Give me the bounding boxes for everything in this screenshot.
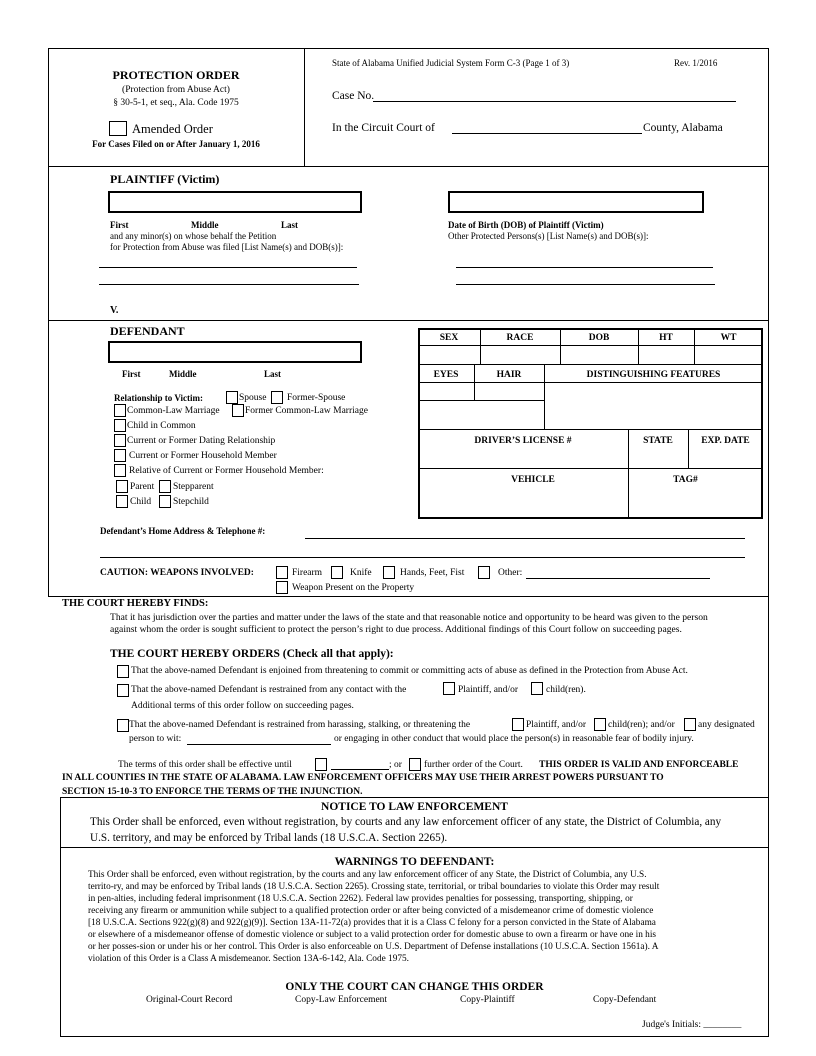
order3-conduct-text: or engaging in other conduct that would place the person(s) in reasonable fear of bodily injury.: [334, 734, 694, 744]
notice-heading: NOTICE TO LAW ENFORCEMENT: [321, 801, 508, 813]
desc-row-line-6: [418, 468, 763, 469]
notice-line1: This Order shall be enforced, even without registration, by courts and any law enforcement officer of any state, the District of Columbia, any: [90, 816, 722, 828]
warning-line: violation of this Order is a Class A misdemeanor. Section 13A-6-142, Ala. Code 1975.: [88, 954, 409, 964]
plaintiff-last-label: Last: [281, 220, 299, 230]
knife-label: Knife: [350, 568, 372, 578]
order3-children-label: child(ren); and/or: [608, 720, 675, 730]
vehicle-header: VEHICLE: [511, 475, 555, 485]
rel-parent-checkbox[interactable]: [116, 480, 128, 493]
home-address-field-2[interactable]: [100, 557, 745, 558]
dist-plaintiff: Copy-Plaintiff: [460, 995, 515, 1005]
judge-initials: Judge's Initials: ________: [642, 1020, 742, 1030]
other-protected-label: Other Protected Persons(s) [List Name(s) and DOB(s)]:: [448, 231, 649, 241]
form-subtitle: (Protection from Abuse Act): [122, 85, 230, 95]
warning-line: receiving any firearm or ammunition while subject to a qualified protection order or after being convicted of a misdemeanor crime of domestic violence: [88, 906, 654, 916]
warning-line: in pen-alties, including federal imprisonment (18 U.S.C.A. Section 2262). Federal law provides penalties for possessing, transporting, shipping, or: [88, 894, 633, 904]
rel-stepchild-checkbox[interactable]: [159, 495, 171, 508]
desc-row-line-5: [418, 429, 763, 430]
rel-dating-checkbox[interactable]: [114, 434, 126, 447]
terms-or: ; or: [389, 760, 402, 770]
rel-spouse-label: Spouse: [239, 393, 267, 403]
order1-checkbox[interactable]: [117, 665, 129, 678]
findings-heading: THE COURT HEREBY FINDS:: [62, 598, 209, 609]
rel-household-checkbox[interactable]: [114, 449, 126, 462]
form-title: PROTECTION ORDER: [112, 68, 240, 82]
other-weapon-label: Other:: [498, 568, 523, 578]
ht-header: HT: [659, 333, 673, 343]
minors-line2: for Protection from Abuse was filed [List Name(s) and DOB(s)]:: [110, 242, 344, 252]
versus-label: V.: [110, 305, 119, 316]
dist-defendant: Copy-Defendant: [593, 995, 657, 1005]
exp-date-header: EXP. DATE: [701, 436, 750, 446]
frame-bottom: [60, 1036, 769, 1037]
dist-law: Copy-Law Enforcement: [295, 995, 388, 1005]
rel-stepparent-label: Stepparent: [173, 482, 214, 492]
terms-text: The terms of this order shall be effective until: [118, 760, 292, 770]
rel-common-law-checkbox[interactable]: [114, 404, 126, 417]
defendant-last-label: Last: [264, 369, 282, 379]
minors-line1: and any minor(s) on whose behalf the Petition: [110, 231, 277, 241]
state-header: STATE: [643, 436, 673, 446]
rel-relative-label: Relative of Current or Former Household Member:: [129, 466, 324, 476]
desc-row-line-2: [418, 364, 763, 365]
order3-checkbox[interactable]: [117, 719, 129, 732]
rel-dating-label: Current or Former Dating Relationship: [127, 436, 276, 446]
frame-right: [768, 48, 769, 166]
rel-former-common-law-label: Former Common-Law Marriage: [245, 406, 368, 416]
knife-checkbox[interactable]: [331, 566, 343, 579]
header-divider: [304, 48, 305, 166]
rel-relative-checkbox[interactable]: [114, 464, 126, 477]
tag-header: TAG#: [673, 475, 698, 485]
rel-common-law-label: Common-Law Marriage: [127, 406, 220, 416]
order2-children-checkbox[interactable]: [531, 682, 543, 695]
other-weapon-field[interactable]: [526, 578, 710, 579]
desc-col-8: [688, 429, 689, 469]
case-no-label: Case No.: [332, 90, 375, 102]
firearm-checkbox[interactable]: [276, 566, 288, 579]
amended-checkbox[interactable]: [109, 121, 127, 136]
other-weapon-checkbox[interactable]: [478, 566, 490, 579]
wt-header: WT: [720, 333, 737, 343]
form-id: State of Alabama Unified Judicial System Form C-3 (Page 1 of 3): [332, 58, 570, 68]
hair-header: HAIR: [496, 370, 522, 380]
desc-row-line-1: [418, 345, 763, 346]
form-left: [48, 166, 49, 596]
terms-valid-text: THIS ORDER IS VALID AND ENFORCEABLE: [539, 760, 739, 770]
terms-counties-text: IN ALL COUNTIES IN THE STATE OF ALABAMA. LAW ENFORCEMENT OFFICERS MAY USE THEIR ARREST POWERS PURSUANT TO: [62, 773, 664, 783]
form-rev: Rev. 1/2016: [674, 58, 718, 68]
caution-label: CAUTION: WEAPONS INVOLVED:: [100, 568, 254, 578]
order2-note: Additional terms of this order follow on succeeding pages.: [131, 701, 354, 711]
plaintiff-dob-input[interactable]: [448, 191, 704, 213]
weapon-present-label: Weapon Present on the Property: [292, 583, 415, 593]
license-header: DRIVER’S LICENSE #: [474, 436, 572, 446]
order3-designated-checkbox[interactable]: [684, 718, 696, 731]
form-code: § 30-5-1, et seq., Ala. Code 1975: [113, 98, 239, 108]
order3-designated-label: any designated: [698, 720, 755, 730]
terms-date-field[interactable]: [331, 769, 389, 770]
circuit-court-label: In the Circuit Court of: [332, 122, 435, 134]
plaintiff-first-label: First: [110, 220, 129, 230]
hands-label: Hands, Feet, Fist: [400, 568, 465, 578]
order3-text: That the above-named Defendant is restrained from harassing, stalking, or threatening the: [129, 720, 471, 730]
case-no-field[interactable]: [373, 101, 736, 102]
minors-field-1[interactable]: [99, 267, 357, 268]
plaintiff-dob-label: Date of Birth (DOB) of Plaintiff (Victim): [448, 220, 604, 230]
terms-section-text: SECTION 15-10-3 TO ENFORCE THE TERMS OF THE INJUNCTION.: [62, 787, 363, 797]
home-address-field[interactable]: [305, 538, 745, 539]
rel-spouse-checkbox[interactable]: [226, 391, 238, 404]
header-bottom: [48, 166, 769, 167]
order3-plaintiff-label: Plaintiff, and/or: [526, 720, 586, 730]
notice-line2: U.S. territory, and may be enforced by Tribal lands (18 U.S.C.A. Section 2265).: [90, 832, 448, 844]
only-court-heading: ONLY THE COURT CAN CHANGE THIS ORDER: [285, 981, 544, 993]
defendant-middle-label: Middle: [169, 369, 197, 379]
plaintiff-middle-label: Middle: [191, 220, 219, 230]
orders-heading: THE COURT HEREBY ORDERS (Check all that apply):: [110, 648, 394, 660]
county-label: County, Alabama: [643, 122, 723, 134]
order1-text: That the above-named Defendant is enjoined from threatening to commit or committing acts of abuse as defined in the Protection from Abuse Act.: [131, 666, 688, 676]
section-line-4: [60, 847, 769, 848]
order2-plaintiff-checkbox[interactable]: [443, 682, 455, 695]
hands-checkbox[interactable]: [383, 566, 395, 579]
warning-line: [18 U.S.C.A. Sections 922(g)(8) and 922(g)(9)]. Section 13A-11-72(a) provides that it is a Class C felony for a person convicted in the State of Alabama: [88, 918, 656, 928]
warnings-heading: WARNINGS TO DEFENDANT:: [334, 856, 495, 868]
order2-children-label: child(ren).: [546, 685, 586, 695]
dob-header: DOB: [588, 333, 610, 343]
section-line-1: [48, 320, 769, 321]
order3-plaintiff-checkbox[interactable]: [512, 718, 524, 731]
home-address-label: Defendant’s Home Address & Telephone #:: [100, 526, 266, 536]
rel-former-spouse-label: Former-Spouse: [287, 393, 346, 403]
other-protected-field-1[interactable]: [456, 267, 713, 268]
rel-stepchild-label: Stepchild: [173, 497, 209, 507]
warning-line: This Order shall be enforced, even without registration, by the courts and any law enforcement officer of any State, the District of Columbia, any U.S.: [88, 870, 647, 880]
rel-child-label: Child: [130, 497, 152, 507]
section-line-2: [48, 596, 769, 597]
relationship-label: Relationship to Victim:: [114, 393, 203, 403]
terms-further-checkbox[interactable]: [409, 758, 421, 771]
order3-person-label: person to wit:: [129, 734, 182, 744]
order2-text: That the above-named Defendant is restrained from any contact with the: [131, 685, 407, 695]
eyes-header: EYES: [433, 370, 459, 380]
desc-row-line-3: [418, 382, 763, 383]
plaintiff-name-input[interactable]: [108, 191, 362, 213]
defendant-name-input[interactable]: [108, 341, 362, 363]
frame-top: [48, 48, 769, 49]
other-protected-field-2[interactable]: [456, 284, 715, 285]
defendant-first-label: First: [122, 369, 141, 379]
minors-field-2[interactable]: [99, 284, 359, 285]
order3-children-checkbox[interactable]: [594, 718, 606, 731]
order3-person-field[interactable]: [187, 744, 331, 745]
rel-former-spouse-checkbox[interactable]: [271, 391, 283, 404]
plaintiff-heading: PLAINTIFF (Victim): [110, 172, 220, 186]
dist-original: Original-Court Record: [146, 995, 233, 1005]
findings-text: That it has jurisdiction over the parties and matter under the laws of the state and that reasonable notice and opportunity to be heard was given to the person against whom the order is sought sufficient to protect the person’s right to due process. Additional findings of this Court follow on succeeding pages.: [110, 612, 708, 635]
bottom-left: [60, 797, 61, 1036]
warning-line: or elsewhere of a misdemeanor offense of domestic violence or subject to a valid protection order for domestic abuse to own a firearm or have one in his: [88, 930, 657, 940]
desc-row-line-4: [418, 400, 544, 401]
terms-date-checkbox[interactable]: [315, 758, 327, 771]
amended-label: Amended Order: [132, 122, 213, 136]
warning-line: territo-ry, and may be enforced by Tribal lands (18 U.S.C.A. Section 2265). Crossing state, territorial, or tribal boundaries to violate this Order may result: [88, 882, 660, 892]
rel-child-checkbox[interactable]: [116, 495, 128, 508]
cases-filed-note: For Cases Filed on or After January 1, 2016: [92, 139, 260, 149]
order2-checkbox[interactable]: [117, 684, 129, 697]
rel-household-label: Current or Former Household Member: [129, 451, 277, 461]
firearm-label: Firearm: [292, 568, 323, 578]
warning-line: or her posses-sion or under his or her control. This Order is also enforceable on U.S. Department of Defense installations (10 U.S.C.A. Section 1561a). A: [88, 942, 659, 952]
defendant-heading: DEFENDANT: [110, 324, 185, 338]
features-header: DISTINGUISHING FEATURES: [586, 370, 721, 380]
sex-header: SEX: [439, 333, 459, 343]
terms-further-label: further order of the Court.: [424, 760, 523, 770]
rel-parent-label: Parent: [130, 482, 155, 492]
rel-child-common-checkbox[interactable]: [114, 419, 126, 432]
race-header: RACE: [506, 333, 534, 343]
rel-former-common-law-checkbox[interactable]: [232, 404, 244, 417]
weapon-present-checkbox[interactable]: [276, 581, 288, 594]
county-field[interactable]: [452, 133, 642, 134]
form-right: [768, 166, 769, 1036]
rel-stepparent-checkbox[interactable]: [159, 480, 171, 493]
order2-plaintiff-label: Plaintiff, and/or: [458, 685, 518, 695]
rel-child-common-label: Child in Common: [127, 421, 196, 431]
description-table: [418, 328, 763, 519]
